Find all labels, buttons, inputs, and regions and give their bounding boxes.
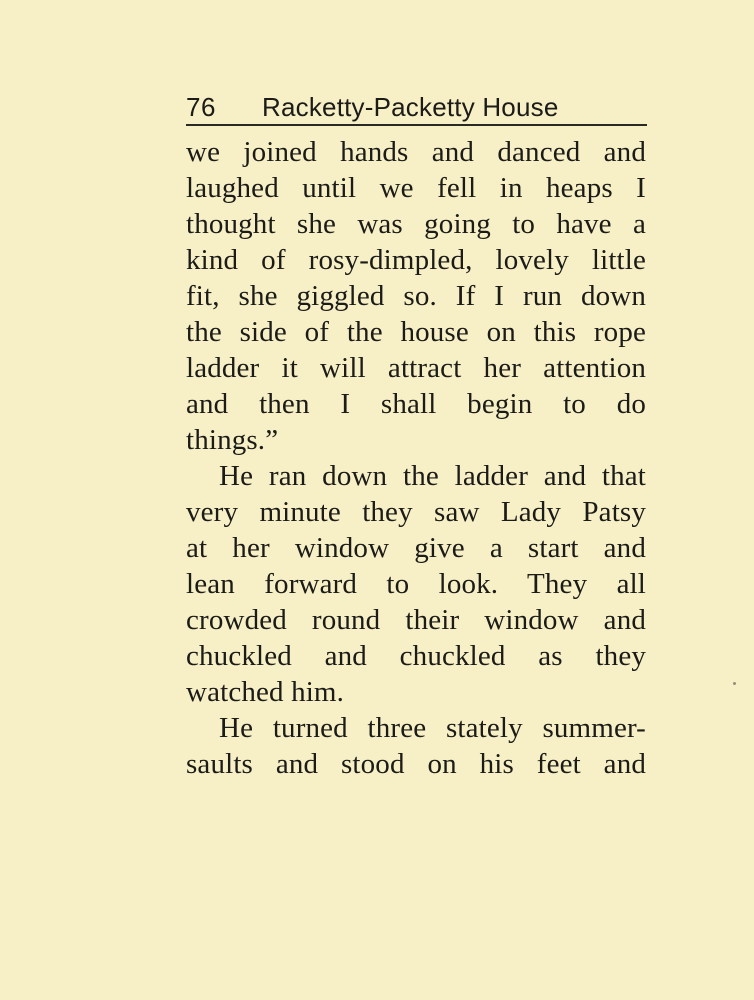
page-number: 76 [186, 92, 216, 122]
text-line: fit, she giggled so. If I run down [186, 280, 646, 312]
running-title: Racketty-Packetty House [262, 92, 559, 122]
text-line: ladder it will attract her attention [186, 352, 646, 384]
text-line: things.” [186, 424, 279, 456]
text-line: and then I shall begin to do [186, 388, 646, 420]
text-line: lean forward to look. They all [186, 568, 646, 600]
text-line: saults and stood on his feet and [186, 748, 646, 780]
text-line: crowded round their window and [186, 604, 646, 636]
text-line: chuckled and chuckled as they [186, 640, 646, 672]
text-line: at her window give a start and [186, 532, 646, 564]
text-line: kind of rosy-dimpled, lovely little [186, 244, 646, 276]
text-line: the side of the house on this rope [186, 316, 646, 348]
running-head [186, 90, 647, 126]
text-line: thought she was going to have a [186, 208, 646, 240]
text-line: laughed until we fell in heaps I [186, 172, 646, 204]
text-line: He turned three stately summer- [219, 712, 646, 744]
body-text [186, 134, 646, 782]
paper-speck [733, 682, 736, 685]
text-line: we joined hands and danced and [186, 136, 646, 168]
text-line: He ran down the ladder and that [219, 460, 646, 492]
text-line: very minute they saw Lady Patsy [186, 496, 646, 528]
text-line: watched him. [186, 676, 345, 708]
